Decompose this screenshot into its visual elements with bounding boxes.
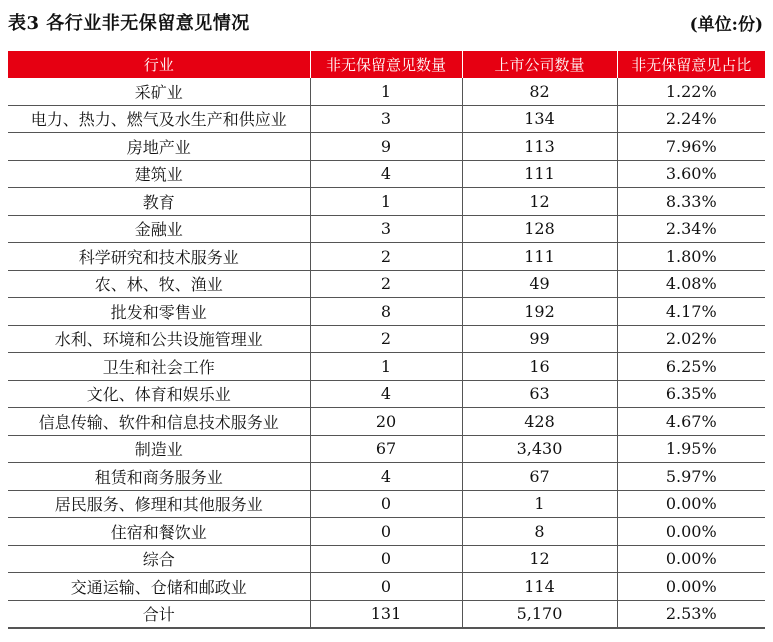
table-row [8, 408, 765, 436]
company-count-cell: 8 [462, 518, 617, 546]
company-count-cell: 113 [462, 133, 617, 161]
opinion-ratio-cell: 1.95% [617, 435, 765, 463]
opinion-ratio-cell: 4.67% [617, 408, 765, 436]
opinion-ratio-cell: 3.60% [617, 160, 765, 188]
industry-cell: 金融业 [8, 215, 310, 243]
industry-cell: 科学研究和技术服务业 [8, 243, 310, 271]
opinion-ratio-cell: 6.25% [617, 353, 765, 381]
table-row [8, 435, 765, 463]
opinion-ratio-cell: 0.00% [617, 518, 765, 546]
opinion-ratio-cell: 1.80% [617, 243, 765, 271]
opinion-count-cell: 2 [310, 270, 462, 298]
table-row [8, 545, 765, 573]
opinion-count-cell: 4 [310, 380, 462, 408]
table-row [8, 490, 765, 518]
company-count-cell: 12 [462, 188, 617, 216]
industry-opinion-table [8, 51, 765, 629]
opinion-count-cell: 1 [310, 188, 462, 216]
company-count-cell: 16 [462, 353, 617, 381]
opinion-count-cell: 0 [310, 490, 462, 518]
industry-cell: 租赁和商务服务业 [8, 463, 310, 491]
industry-cell: 房地产业 [8, 133, 310, 161]
table-title: 表3 各行业非无保留意见情况 [8, 13, 250, 34]
opinion-count-cell: 9 [310, 133, 462, 161]
opinion-ratio-cell: 7.96% [617, 133, 765, 161]
table-row [8, 105, 765, 133]
industry-cell: 教育 [8, 188, 310, 216]
opinion-count-cell: 2 [310, 325, 462, 353]
column-header-company-count: 上市公司数量 [462, 51, 617, 78]
company-count-cell: 12 [462, 545, 617, 573]
company-count-cell: 114 [462, 573, 617, 601]
table-row [8, 353, 765, 381]
opinion-count-cell: 2 [310, 243, 462, 271]
company-count-cell: 192 [462, 298, 617, 326]
opinion-count-cell: 0 [310, 545, 462, 573]
table-row [8, 380, 765, 408]
table-row [8, 133, 765, 161]
industry-cell: 文化、体育和娱乐业 [8, 380, 310, 408]
opinion-count-cell: 0 [310, 573, 462, 601]
opinion-ratio-cell: 1.22% [617, 78, 765, 105]
company-count-cell: 111 [462, 160, 617, 188]
opinion-count-cell: 4 [310, 160, 462, 188]
industry-cell: 制造业 [8, 435, 310, 463]
opinion-count-cell: 0 [310, 518, 462, 546]
industry-cell: 综合 [8, 545, 310, 573]
table-row [8, 463, 765, 491]
industry-cell: 合计 [8, 600, 310, 628]
opinion-count-cell: 3 [310, 215, 462, 243]
table-row [8, 298, 765, 326]
opinion-ratio-cell: 2.53% [617, 600, 765, 628]
opinion-ratio-cell: 0.00% [617, 490, 765, 518]
opinion-count-cell: 8 [310, 298, 462, 326]
opinion-count-cell: 1 [310, 78, 462, 105]
table-row [8, 188, 765, 216]
company-count-cell: 63 [462, 380, 617, 408]
unit-label: (单位:份) [689, 14, 763, 35]
table-row [8, 243, 765, 271]
opinion-ratio-cell: 2.34% [617, 215, 765, 243]
total-row [8, 600, 765, 628]
column-header-opinion-count: 非无保留意见数量 [310, 51, 462, 78]
company-count-cell: 1 [462, 490, 617, 518]
opinion-count-cell: 20 [310, 408, 462, 436]
company-count-cell: 428 [462, 408, 617, 436]
opinion-ratio-cell: 2.24% [617, 105, 765, 133]
table-row [8, 160, 765, 188]
industry-cell: 交通运输、仓储和邮政业 [8, 573, 310, 601]
opinion-count-cell: 4 [310, 463, 462, 491]
table-header-bar [8, 8, 763, 36]
opinion-ratio-cell: 2.02% [617, 325, 765, 353]
industry-cell: 农、林、牧、渔业 [8, 270, 310, 298]
industry-cell: 卫生和社会工作 [8, 353, 310, 381]
opinion-ratio-cell: 0.00% [617, 573, 765, 601]
company-count-cell: 49 [462, 270, 617, 298]
industry-cell: 建筑业 [8, 160, 310, 188]
company-count-cell: 111 [462, 243, 617, 271]
table-body [8, 78, 765, 628]
opinion-ratio-cell: 8.33% [617, 188, 765, 216]
industry-cell: 住宿和餐饮业 [8, 518, 310, 546]
company-count-cell: 134 [462, 105, 617, 133]
opinion-count-cell: 67 [310, 435, 462, 463]
industry-cell: 居民服务、修理和其他服务业 [8, 490, 310, 518]
opinion-ratio-cell: 4.17% [617, 298, 765, 326]
industry-cell: 批发和零售业 [8, 298, 310, 326]
company-count-cell: 3,430 [462, 435, 617, 463]
industry-cell: 采矿业 [8, 78, 310, 105]
table-row [8, 270, 765, 298]
company-count-cell: 5,170 [462, 600, 617, 628]
table-row [8, 518, 765, 546]
table-row [8, 325, 765, 353]
opinion-count-cell: 1 [310, 353, 462, 381]
opinion-ratio-cell: 0.00% [617, 545, 765, 573]
industry-cell: 信息传输、软件和信息技术服务业 [8, 408, 310, 436]
opinion-count-cell: 3 [310, 105, 462, 133]
column-header-opinion-ratio: 非无保留意见占比 [617, 51, 765, 78]
industry-cell: 水利、环境和公共设施管理业 [8, 325, 310, 353]
table-row [8, 78, 765, 105]
table-row [8, 573, 765, 601]
company-count-cell: 99 [462, 325, 617, 353]
table-header-row [8, 51, 765, 78]
opinion-ratio-cell: 6.35% [617, 380, 765, 408]
column-header-industry: 行业 [8, 51, 310, 78]
table-row [8, 215, 765, 243]
opinion-count-cell: 131 [310, 600, 462, 628]
company-count-cell: 67 [462, 463, 617, 491]
industry-cell: 电力、热力、燃气及水生产和供应业 [8, 105, 310, 133]
company-count-cell: 82 [462, 78, 617, 105]
opinion-ratio-cell: 5.97% [617, 463, 765, 491]
opinion-ratio-cell: 4.08% [617, 270, 765, 298]
company-count-cell: 128 [462, 215, 617, 243]
